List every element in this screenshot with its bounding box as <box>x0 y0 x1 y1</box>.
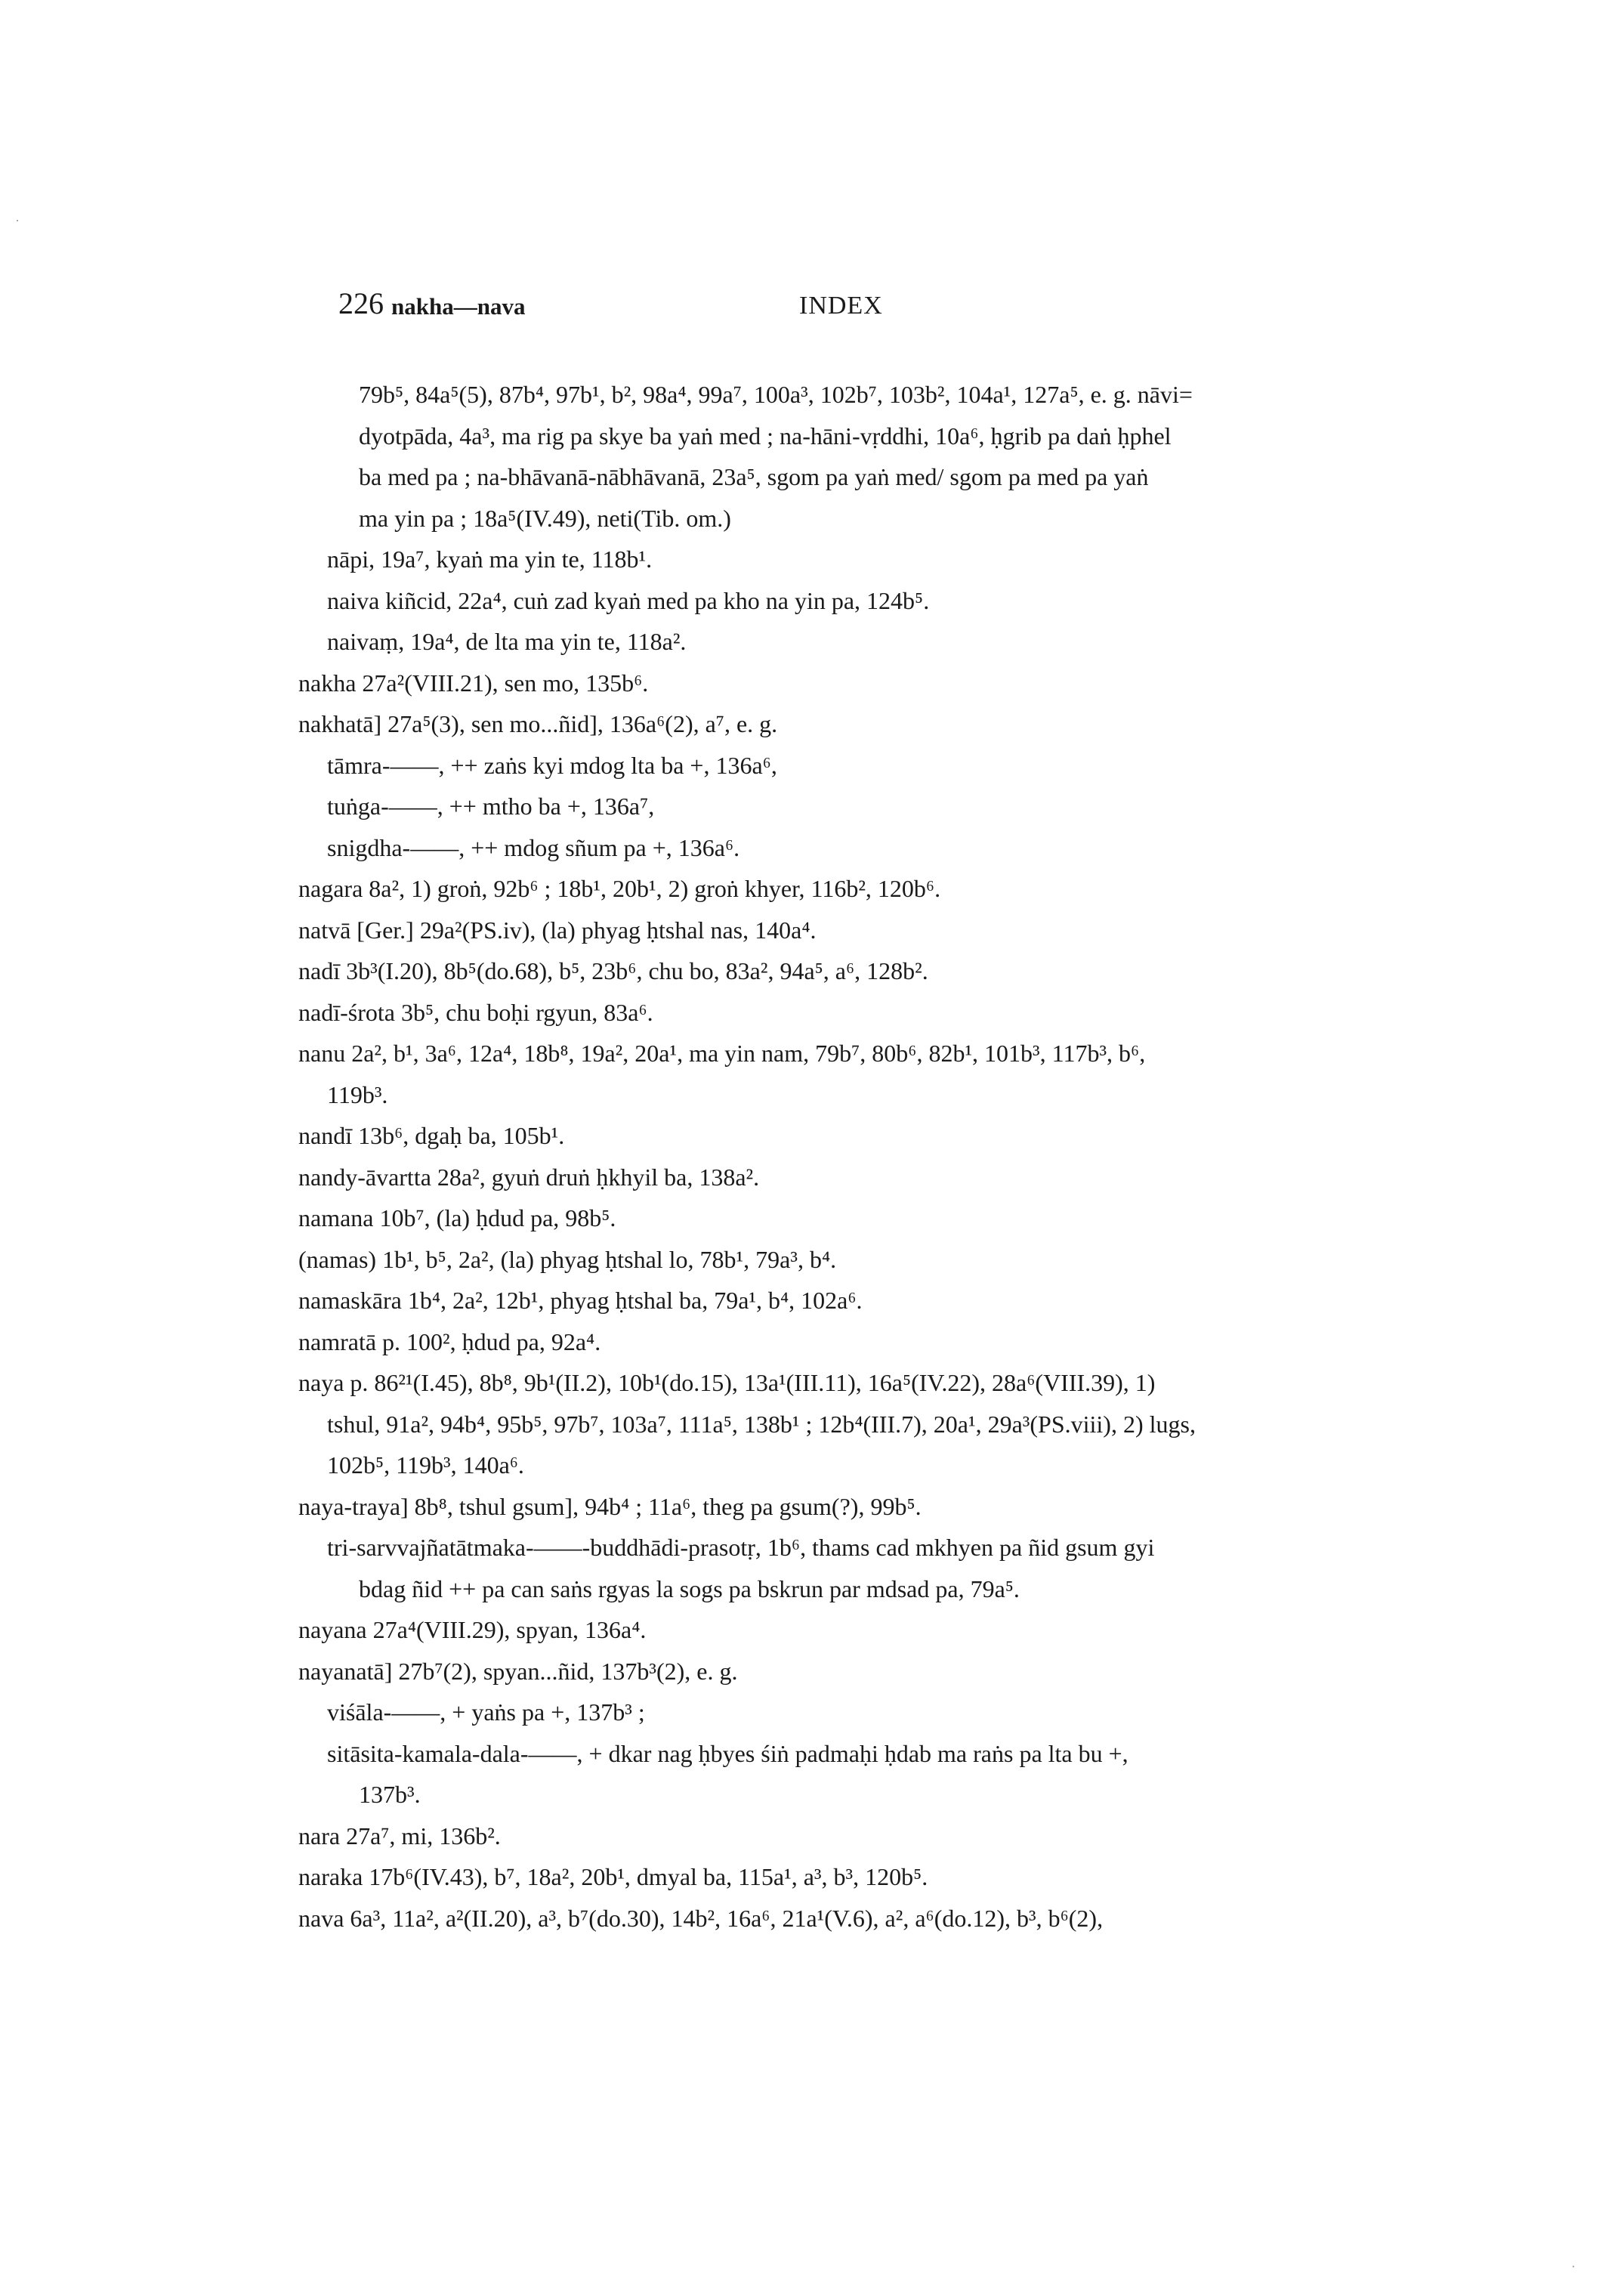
index-entry-line: (namas) 1b¹, b⁵, 2a², (la) phyag ḥtshal lo, 78b¹, 79a³, b⁴. <box>298 1245 837 1273</box>
running-title: nakha—nava <box>391 293 526 320</box>
index-entry-line: tshul, 91a², 94b⁴, 95b⁵, 97b⁷, 103a⁷, 111a⁵, 138b¹ ; 12b⁴(III.7), 20a¹, 29a³(PS.viii), 2) lugs, <box>327 1410 1196 1438</box>
scan-speck: · <box>1571 2259 1576 2274</box>
index-entry-line: viśāla-——, + yaṅs pa +, 137b³ ; <box>327 1698 645 1726</box>
index-entry-line: namratā p. 100², ḥdud pa, 92a⁴. <box>298 1327 601 1355</box>
index-entry-line: namaskāra 1b⁴, 2a², 12b¹, phyag ḥtshal ba, 79a¹, b⁴, 102a⁶. <box>298 1287 863 1314</box>
index-entry-line: nayana 27a⁴(VIII.29), spyan, 136a⁴. <box>298 1616 647 1643</box>
index-entry-line: nāpi, 19a⁷, kyaṅ ma yin te, 118b¹. <box>327 545 653 573</box>
index-entry-line: 102b⁵, 119b³, 140a⁶. <box>327 1451 524 1479</box>
index-entry-line: 137b³. <box>359 1781 421 1808</box>
page-number: 226 <box>338 286 384 320</box>
index-entry-line: nadī-śrota 3b⁵, chu boḥi rgyun, 83a⁶. <box>298 998 653 1026</box>
scan-speck: · <box>15 213 20 228</box>
index-entry-line: 79b⁵, 84a⁵(5), 87b⁴, 97b¹, b², 98a⁴, 99a⁷, 100a³, 102b⁷, 103b², 104a¹, 127a⁵, e. g. nāvi= <box>359 381 1193 408</box>
index-entry-line: naivaṃ, 19a⁴, de lta ma yin te, 118a². <box>327 628 687 655</box>
index-entry-line: natvā [Ger.] 29a²(PS.iv), (la) phyag ḥtshal nas, 140a⁴. <box>298 916 817 944</box>
index-entry-line: bdag ñid ++ pa can saṅs rgyas la sogs pa bskrun par mdsad pa, 79a⁵. <box>359 1574 1020 1602</box>
index-entry-line: naiva kiñcid, 22a⁴, cuṅ zad kyaṅ med pa kho na yin pa, 124b⁵. <box>327 586 930 614</box>
index-body <box>298 374 1386 1939</box>
index-entry-line: nara 27a⁷, mi, 136b². <box>298 1822 501 1849</box>
index-entry-line: naraka 17b⁶(IV.43), b⁷, 18a², 20b¹, dmyal ba, 115a¹, a³, b³, 120b⁵. <box>298 1863 928 1890</box>
index-entry-line: sitāsita-kamala-dala-——, + dkar nag ḥbyes śiṅ padmaḥi ḥdab ma raṅs pa lta bu +, <box>327 1739 1128 1767</box>
index-entry-line: nava 6a³, 11a², a²(II.20), a³, b⁷(do.30), 14b², 16a⁶, 21a¹(V.6), a², a⁶(do.12), b³, b⁶(2), <box>298 1904 1104 1932</box>
index-entry-line: naya p. 86²¹(I.45), 8b⁸, 9b¹(II.2), 10b¹(do.15), 13a¹(III.11), 16a⁵(IV.22), 28a⁶(VIII.39), 1) <box>298 1369 1156 1396</box>
index-entry-line: nanu 2a², b¹, 3a⁶, 12a⁴, 18b⁸, 19a², 20a¹, ma yin nam, 79b⁷, 80b⁶, 82b¹, 101b³, 117b³, b⁶, <box>298 1040 1146 1067</box>
index-entry-line: tri-sarvvajñatātmaka-——-buddhādi-prasotṛ, 1b⁶, thams cad mkhyen pa ñid gsum gyi <box>327 1534 1155 1561</box>
index-entry-line: snigdha-——, ++ mdog sñum pa +, 136a⁶. <box>327 833 740 861</box>
index-entry-line: naya-traya] 8b⁸, tshul gsum], 94b⁴ ; 11a⁶, theg pa gsum(?), 99b⁵. <box>298 1492 922 1520</box>
index-entry-line: nayanatā] 27b⁷(2), spyan...ñid, 137b³(2), e. g. <box>298 1657 738 1685</box>
index-entry-line: ma yin pa ; 18a⁵(IV.49), neti(Tib. om.) <box>359 504 731 532</box>
index-entry-line: 119b³. <box>327 1080 388 1108</box>
index-entry-line: tāmra-——, ++ zaṅs kyi mdog lta ba +, 136a⁶, <box>327 751 777 779</box>
index-entry-line: nandy-āvartta 28a², gyuṅ druṅ ḥkhyil ba, 138a². <box>298 1163 760 1191</box>
index-entry-line: nakha 27a²(VIII.21), sen mo, 135b⁶. <box>298 669 649 697</box>
section-title: INDEX <box>799 292 883 320</box>
index-entry-line: ba med pa ; na-bhāvanā-nābhāvanā, 23a⁵, sgom pa yaṅ med/ sgom pa med pa yaṅ <box>359 463 1149 490</box>
index-entry-line: nadī 3b³(I.20), 8b⁵(do.68), b⁵, 23b⁶, chu bo, 83a², 94a⁵, a⁶, 128b². <box>298 957 928 984</box>
page-header <box>338 286 1624 331</box>
index-entry-line: namana 10b⁷, (la) ḥdud pa, 98b⁵. <box>298 1204 616 1231</box>
index-entry-line: dyotpāda, 4a³, ma rig pa skye ba yaṅ med ; na-hāni-vṛddhi, 10a⁶, ḥgrib pa daṅ ḥphel <box>359 422 1172 450</box>
index-entry-line: nakhatā] 27a⁵(3), sen mo...ñid], 136a⁶(2), a⁷, e. g. <box>298 710 778 737</box>
index-entry-line: nagara 8a², 1) groṅ, 92b⁶ ; 18b¹, 20b¹, 2) groṅ khyer, 116b², 120b⁶. <box>298 875 941 902</box>
index-entry-line: tuṅga-——, ++ mtho ba +, 136a⁷, <box>327 793 655 820</box>
index-entry-line: nandī 13b⁶, dgaḥ ba, 105b¹. <box>298 1122 565 1149</box>
